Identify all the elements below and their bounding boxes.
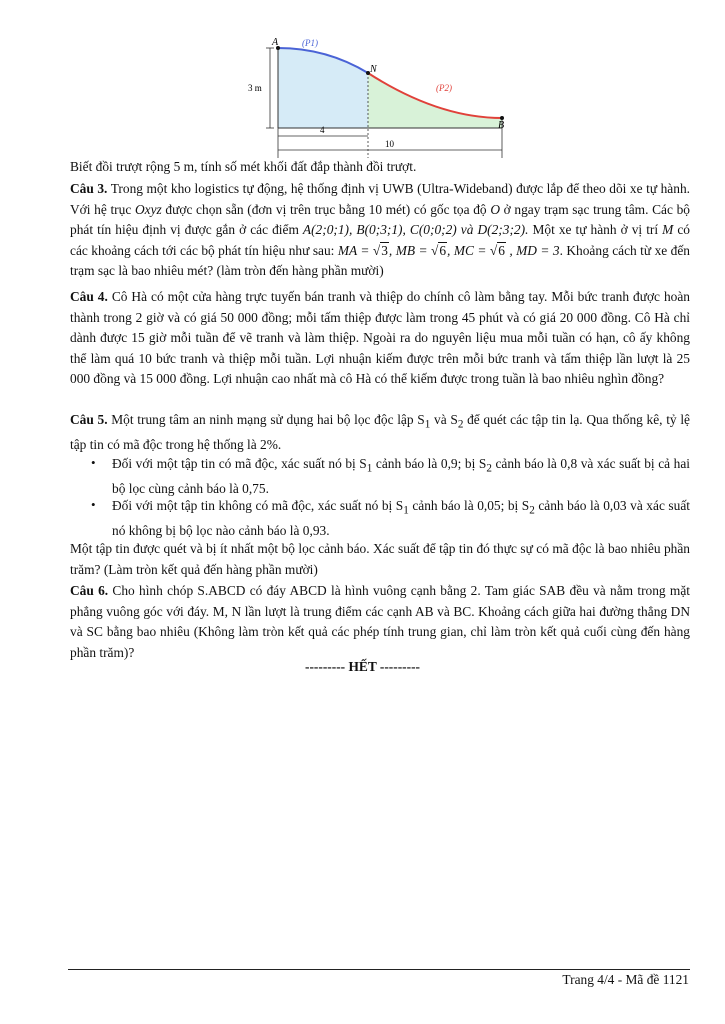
label-dim-4: 4 [320, 125, 325, 135]
q5-bullet-1 [112, 454, 690, 500]
q3-points: A(2;0;1), B(0;3;1), C(0;0;2) và D(2;3;2). [302, 222, 529, 237]
q5-sub: 1 [403, 504, 409, 517]
q5-text: Một trung tâm an ninh mạng sử dụng hai bộ lọc độc lập S [107, 412, 425, 427]
q3-mb: , MB = [388, 242, 431, 258]
q5-question: Một tập tin được quét và bị ít nhất một bộ lọc cảnh báo. Xác suất để tập tin đó thực sự có mã độc là bao nhiêu phần trăm? (Làm tròn kết quả đến hàng phần mười) [70, 541, 690, 577]
q6-label: Câu 6. [70, 583, 109, 598]
q3-md: , MD = 3 [509, 242, 560, 258]
label-n: N [370, 64, 377, 75]
q5-text: để quét các tập tin lạ. Qua thống kê, tỷ lệ tập tin có mã độc trong hệ thống là 2%. [70, 412, 690, 453]
q3-text: có các khoảng cách tới các bộ phát tín hiệu như sau: [70, 222, 690, 258]
footer-divider [68, 969, 690, 970]
question-4 [70, 287, 690, 390]
q5-bullet-2 [112, 496, 690, 542]
slide-diagram [240, 28, 530, 160]
q3-text: được chọn sẵn (đơn vị trên trục bằng 10 mét) có gốc tọa độ [161, 201, 491, 217]
question-6 [70, 581, 690, 663]
q3-origin: O [490, 201, 500, 217]
q3-text: Trong một kho logistics tự động, hệ thống định vị UWB (Ultra-Wideband) được lắp để theo dõi xe tự hành. Với hệ trục [70, 181, 690, 217]
question-3: Câu 3. Trong một kho logistics tự động, hệ thống định vị UWB (Ultra-Wideband) được lắp để theo dõi xe tự hành. Với hệ trục Oxyz được chọn sẵn (đơn vị trên trục bằng 10 mét) có gốc tọa độ O ở ngay trạm sạc trung tâm. Các bộ phát tín hiệu định vị được gắn ở các điểm A(2;0;1), B(0;3;1), C(0;0;2) và D(2;3;2). Một xe tự hành ở vị trí M có các khoảng cách tới các bộ phát tín hiệu như sau: MA = √3, MB = √6, MC = √6 , MD = 3. Khoảng cách từ xe đến trạm sạc là bao nhiêu mét? (làm tròn đến hàng phần mười) [70, 181, 691, 278]
q3-mc-root: 6 [498, 242, 505, 258]
q5-bullet-text: cảnh báo là 0,9; bị S [372, 456, 487, 471]
q5-sub: 1 [424, 418, 431, 431]
label-dim-10: 10 [385, 139, 394, 149]
q3-mb-root: 6 [439, 242, 447, 258]
q3-axes: Oxyz [134, 201, 162, 217]
q3-ma: MA = [337, 242, 373, 258]
q3-text: . Khoảng cách từ xe đến trạm sạc là bao nhiêu mét? (làm tròn đến hàng phần mười) [70, 242, 691, 278]
label-p1: (P1) [302, 38, 318, 48]
q5-sub: 2 [457, 418, 464, 431]
p2-fill-area [368, 73, 502, 128]
q3-mc: , MC = [447, 242, 490, 258]
q5-label: Câu 5. [70, 412, 108, 427]
q3-label: Câu 3. [70, 181, 108, 196]
page-footer: Trang 4/4 - Mã đề 1121 [562, 972, 689, 987]
label-b: B [498, 120, 505, 131]
q4-label: Câu 4. [70, 289, 108, 304]
q5-sub: 2 [529, 504, 535, 517]
bullet-2-marker: • [91, 497, 96, 512]
q3-m: M [662, 222, 674, 237]
q5-bullet-text: cảnh báo là 0,03 và xác suất nó không bị bộ lọc nào cảnh báo là 0,93. [112, 498, 690, 539]
label-a: A [272, 37, 279, 48]
q5-sub: 1 [366, 462, 373, 475]
q5-bullet-text: Đối với một tập tin có mã độc, xác suất nó bị S [112, 456, 367, 471]
q4-text: Cô Hà có một cửa hàng trực tuyến bán tranh và thiệp do chính cô làm bằng tay. Mỗi bức tranh được hoàn thành trong 2 giờ và có giá 50 000 đồng; mỗi tấm thiệp được làm trong 45 phút và có giá 20 000 đồng. Cô Hà chỉ dành được 15 giờ mỗi tuần để vẽ tranh và làm thiệp. Ngoài ra do nguyên liệu mua mỗi tuần có hạn, cô ấy không thể làm quá 10 bức tranh và thiệp mỗi tuần. Lợi nhuận kiếm được trên mỗi bức tranh và tấm thiệp lần lượt là 25 000 đồng và 15 000 đồng. Lợi nhuận cao nhất mà cô Hà có thể kiếm được trong tuần là bao nhiêu nghìn đồng? [70, 289, 690, 386]
question-5 [70, 410, 690, 456]
q5-bullet-text: cảnh báo là 0,8 và xác suất bị cả hai bộ lọc cùng cảnh báo là 0,75. [112, 456, 691, 497]
label-height: 3 m [248, 83, 262, 93]
q5-text: và S [430, 412, 458, 427]
q3-ma-root: 3 [381, 242, 388, 258]
q5-bullet-text: cảnh báo là 0,05; bị S [408, 498, 530, 513]
q3-text: Một xe tự hành ở vị trí [528, 222, 663, 237]
slide-figure [240, 28, 530, 160]
q5-bullet-text: Đối với một tập tin không có mã độc, xác suất nó bị S [112, 498, 404, 513]
q3-text: ở ngay trạm sạc trung tâm. Các bộ phát tín hiệu định vị được gắn ở các điểm [70, 201, 690, 237]
bullet-1-marker: • [91, 455, 96, 470]
label-p2: (P2) [436, 83, 452, 93]
q6-text: Cho hình chóp S.ABCD có đáy ABCD là hình vuông cạnh bằng 2. Tam giác SAB đều và nằm trong mặt phẳng vuông góc với đáy. M, N lần lượt là trung điểm các cạnh AB và BC. Khoảng cách giữa hai đường thẳng DN và SC bằng bao nhiêu (Không làm tròn kết quả các phép tính trung gian, chỉ làm tròn kết quả cuối cùng đến hàng phần trăm)? [70, 583, 690, 660]
end-marker: --------- HẾT --------- [305, 659, 420, 674]
p1-fill-area [278, 48, 368, 128]
intro-line: Biết đồi trượt rộng 5 m, tính số mét khối đất đắp thành đồi trượt. [70, 159, 417, 174]
q5-sub: 2 [486, 462, 492, 475]
